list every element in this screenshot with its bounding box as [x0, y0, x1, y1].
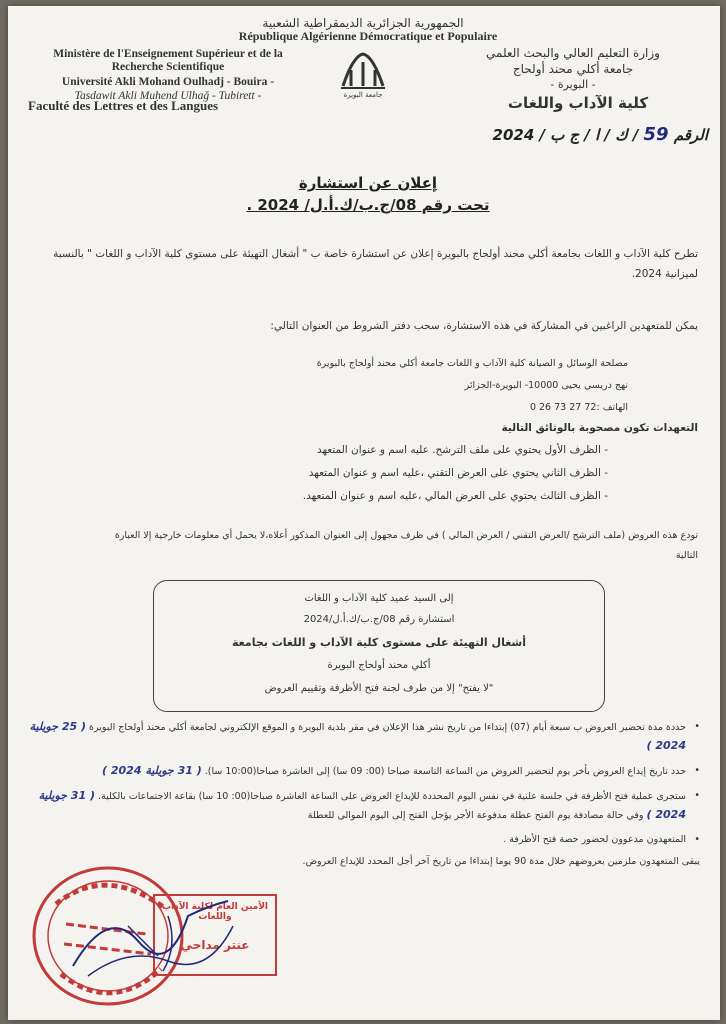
republic-arabic: الجمهورية الجزائرية الديمقراطية الشعبية	[262, 16, 464, 30]
envelope-box	[153, 580, 605, 712]
reference-handwritten-number: 59	[643, 124, 669, 145]
signature-title: الأمين العام لكلية الآداب واللغات	[161, 902, 268, 922]
envelope-line-5: "لا يفتح" إلا من طرف لجنة فتح الأظرفة وتقييم العروض	[264, 683, 494, 694]
condition-item-1: • حددة مدة تحضير العروض ب سبعة أيام (07) إبتداءا من تاريخ نشر هذا الإعلان في مقر بلدية البويرة و الموقع الإلكتروني لجامعة أكلي محند أولحاج البويرة ( 25 جويلية 2024 )	[29, 720, 700, 752]
envelope-line-1: إلى السيد عميد كلية الآداب و اللغات	[304, 593, 454, 604]
handwritten-signature	[68, 886, 238, 986]
university-arabic: جامعة أكلي محند أولحاج	[512, 62, 634, 76]
intro-paragraph: تطرح كلية الآداب و اللغات بجامعة أكلي محند أولحاج بالبويرة إعلان عن استشارة خاصة ب " أشغال التهيئة على مستوى كلية الآداب و اللغات " بالنسبة لميزانية 2024.	[53, 248, 698, 280]
commitment-item-3: - الظرف الثالث يحتوي على العرض المالي ،عليه اسم و عنوان المتعهد.	[302, 490, 608, 502]
address-line-2: نهج دريسي يحيى 10000- البويرة-الجزائر	[464, 380, 628, 391]
consultation-number: تحت رقم 08/ج.ب/ك.أ.ل/ 2024 .	[246, 196, 490, 214]
document-page	[8, 6, 720, 1020]
university-french-1: Université Akli Mohand Oulhadj - Bouira -	[61, 76, 275, 88]
announcement-title: إعلان عن استشارة	[298, 174, 438, 192]
address-phone: الهاتف :72 27 73 26 0	[529, 402, 628, 413]
faculty-french: Faculté des Lettres et des Langues	[28, 98, 219, 113]
republic-french: République Algérienne Démocratique et Populaire	[238, 29, 498, 43]
date-stamp-3: ( 31 جويلية 2024 )	[38, 789, 686, 821]
commitment-item-2: - الظرف الثاني يحتوي على العرض التقني ،عليه اسم و عنوان المتعهد	[308, 467, 608, 479]
reference-label: الرقم	[673, 126, 708, 144]
condition-item-2: • حدد تاريخ إيداع العروض بأخر يوم لتحضير العروض من الساعة التاسعة صباحا (00: 09 سا) إلى العاشرة صباحا(10:00 سا). ( 31 جويلية 2024 )	[102, 764, 700, 777]
commitment-item-1: - الظرف الأول يحتوي على ملف الترشح. عليه اسم و عنوان المتعهد	[316, 444, 608, 456]
ministry-french: Ministère de l'Enseignement Supérieur et de la Recherche Scientifique	[53, 48, 283, 73]
reference-code: / ك / ا / ج ب / 2024	[492, 126, 639, 144]
university-french-2: Tasdawit Akli Muḥend Ulhağ - Tubirett -	[74, 90, 262, 102]
signature-scribble-icon	[68, 886, 238, 986]
ministry-arabic: وزارة التعليم العالي والبحث العلمي	[486, 46, 660, 60]
envelope-line-4: أكلي محند أولحاج البويرة	[327, 660, 431, 671]
validity-note: يبقى المتعهدون ملزمين بعروضهم خلال مدة 90 يوما إبتداءا من تاريخ آخر أجل المحدد للإيداع العروض.	[302, 856, 700, 867]
conditions-list	[28, 718, 700, 871]
logo-caption: جامعة البويرة	[343, 91, 383, 99]
condition-item-3: • ستجرى عملية فتح الأظرفة في جلسة علنية في نفس اليوم المحددة للإيداع العروض على الساعة العاشرة صباحا(00: 10 سا) بقاعة الاجتماعات بالكلية. ( 31 جويلية 2024 ) وفي حالة مصادفة يوم الفتح عطلة مدفوعة الأجر يؤجل الفتح إلى اليوم الموالي للعطلة	[38, 789, 700, 821]
condition-item-4: • المتعهدون مدعوون لحضور حصة فتح الأظرفة .	[503, 834, 700, 845]
date-stamp-1: ( 25 جويلية 2024 )	[29, 720, 686, 752]
commitments-title: التعهدات تكون مصحوبة بالوثائق التالية	[501, 422, 698, 434]
address-line-1: مصلحة الوسائل و الصيانة كلية الآداب و اللغات جامعة أكلي محند أولحاج بالبويرة	[316, 358, 628, 369]
city-arabic: - البويرة -	[550, 78, 596, 91]
deposit-paragraph: تودع هذه العروض (ملف الترشح /العرض التقني / العرض المالي ) في ظرف مجهول إلى العنوان المذكور أعلاه،لا يحمل أي معلومات خارجية إلا العبارة التالية	[114, 530, 698, 561]
signature-name: عنتر مداحي	[180, 938, 250, 952]
envelope-line-2: استشارة رقم 08/ج.ب/ك.أ.ل/2024	[303, 614, 455, 625]
faculty-arabic: كلية الآداب واللغات	[507, 94, 649, 112]
reference-number	[448, 124, 708, 145]
envelope-line-3: أشغال التهيئة على مستوى كلية الآداب و اللغات بجامعة	[232, 636, 526, 649]
participation-paragraph: يمكن للمتعهدين الراغبين في المشاركة في هذه الاستشارة، سحب دفتر الشروط من العنوان التالي:	[270, 320, 698, 332]
date-stamp-2: ( 31 جويلية 2024 )	[102, 764, 202, 777]
